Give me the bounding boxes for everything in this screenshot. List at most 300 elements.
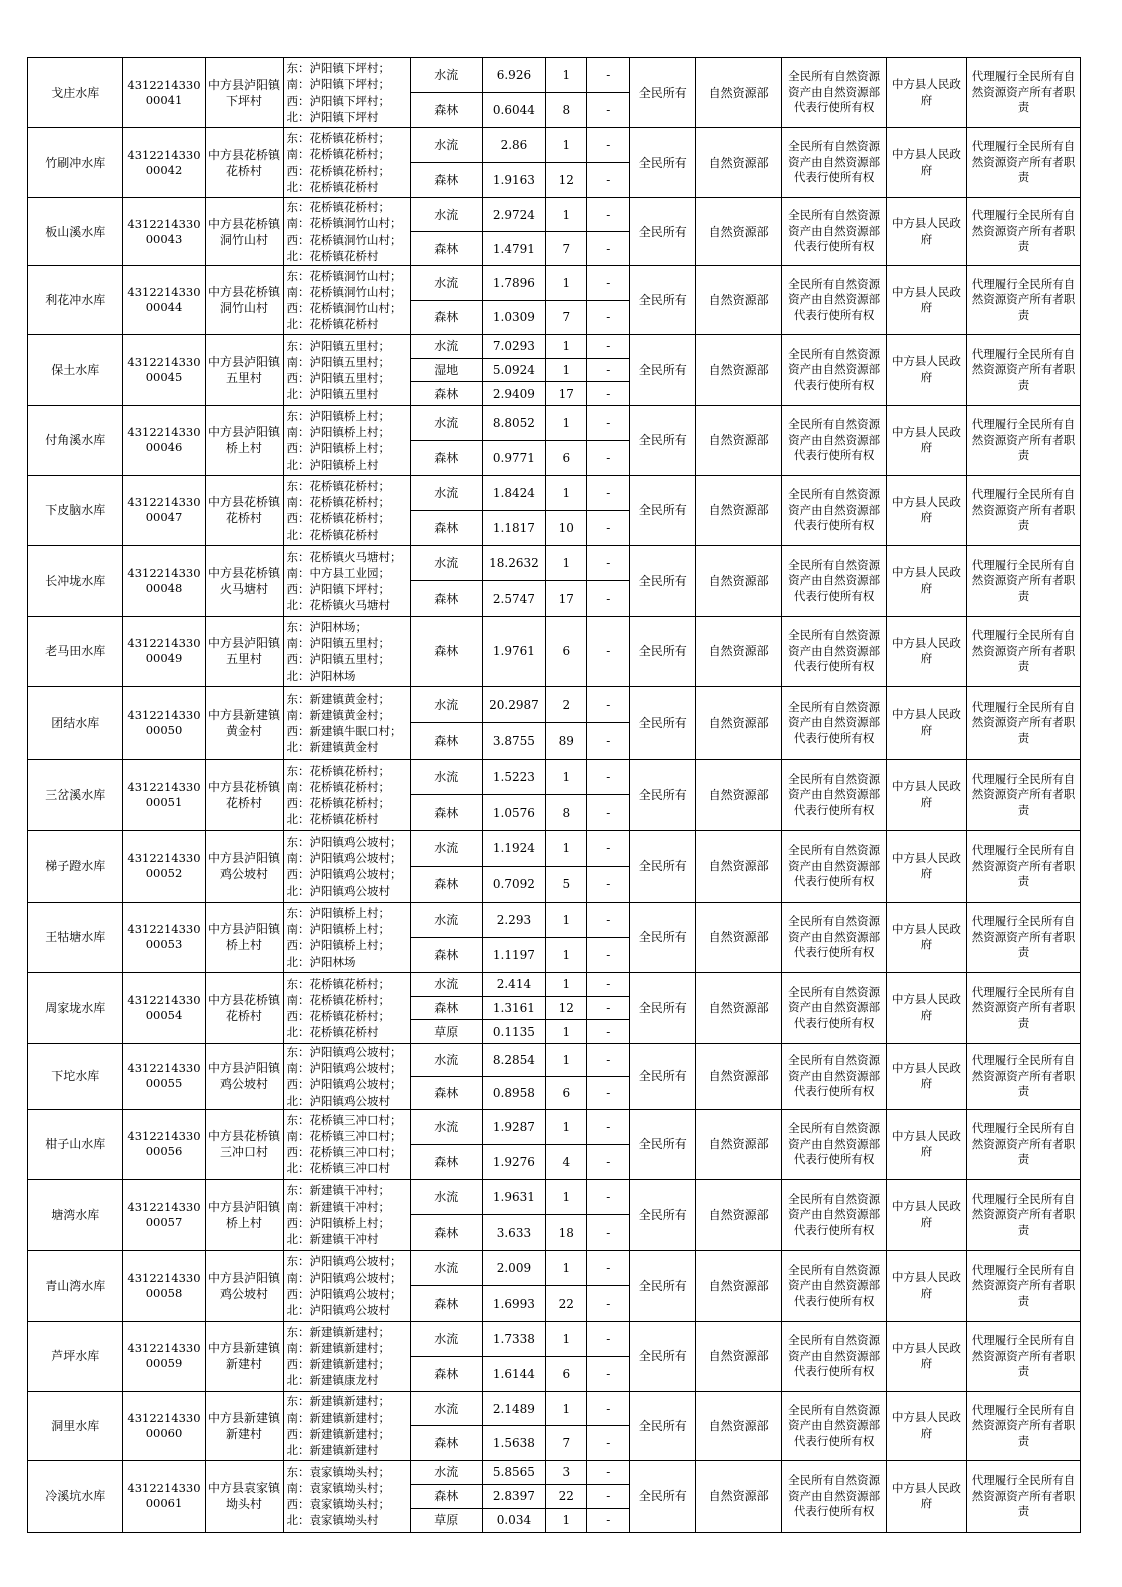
boundary-line: 南：泸阳镇下坪村；: [286, 77, 391, 92]
resource-name-cell: 竹刷冲水库: [28, 128, 123, 198]
area-cell: 1.9287: [482, 1109, 546, 1144]
agent-cell: 中方县人民政府: [886, 902, 966, 972]
area-cell: 1.7896: [482, 266, 546, 301]
resource-type-cell: 森林: [410, 1426, 482, 1461]
area-cell: 1.6993: [482, 1286, 546, 1322]
duty-cell: 代理履行全民所有自然资源资产所有者职责: [966, 545, 1080, 616]
ownership-cell: 全民所有: [630, 1321, 696, 1391]
area-cell: 2.86: [482, 128, 546, 163]
resource-name-cell: 团结水库: [28, 686, 123, 759]
boundary-line: 东：泸阳镇鸡公坡村；: [286, 1044, 402, 1059]
registration-code-cell: 431221433000048: [123, 545, 205, 616]
area-cell: 0.7092: [482, 866, 546, 902]
agent-cell: 中方县人民政府: [886, 1460, 966, 1532]
area-cell: 1.0576: [482, 795, 546, 831]
table-row: [28, 1179, 1081, 1215]
agent-cell: 中方县人民政府: [886, 1250, 966, 1321]
count-cell: 89: [546, 723, 587, 760]
resource-type-cell: 森林: [410, 937, 482, 972]
agent-cell: 中方县人民政府: [886, 1179, 966, 1250]
remark-cell: -: [587, 996, 630, 1020]
location-cell: 中方县花桥镇花桥村: [205, 128, 283, 198]
resource-name-cell: 老马田水库: [28, 616, 123, 686]
boundary-line: 东：花桥镇洞竹山村；: [286, 268, 402, 283]
boundary-cell: [283, 1179, 410, 1250]
registration-code-cell: 431221433000045: [123, 335, 205, 406]
agent-cell: 中方县人民政府: [886, 1109, 966, 1179]
area-cell: 2.009: [482, 1250, 546, 1286]
exercise-rights-cell: 全民所有自然资源资产由自然资源部代表行使所有权: [782, 972, 887, 1043]
boundary-line: 东：泸阳镇鸡公坡村；: [286, 835, 402, 850]
boundary-line: 西：泸阳镇桥上村；: [286, 441, 391, 456]
department-cell: 自然资源部: [696, 1321, 782, 1391]
agent-cell: 中方县人民政府: [886, 198, 966, 266]
boundary-line: 北：花桥镇花桥村: [286, 317, 379, 332]
count-cell: 5: [546, 866, 587, 902]
table-row: [28, 198, 1081, 232]
boundary-line: 北：泸阳镇五里村: [286, 387, 379, 402]
boundary-line: 北：花桥镇三冲口村: [286, 1161, 391, 1176]
exercise-rights-cell: 全民所有自然资源资产由自然资源部代表行使所有权: [782, 830, 887, 902]
resource-type-cell: 水流: [410, 902, 482, 937]
ownership-cell: 全民所有: [630, 830, 696, 902]
area-cell: 0.9771: [482, 440, 546, 475]
agent-cell: 中方县人民政府: [886, 405, 966, 475]
resource-name-cell: 付角溪水库: [28, 405, 123, 475]
count-cell: 1: [546, 937, 587, 972]
area-cell: 3.633: [482, 1215, 546, 1251]
agent-cell: 中方县人民政府: [886, 830, 966, 902]
area-cell: 1.9276: [482, 1144, 546, 1179]
remark-cell: -: [587, 972, 630, 996]
registration-code-cell: 431221433000046: [123, 405, 205, 475]
remark-cell: -: [587, 902, 630, 937]
duty-cell: 代理履行全民所有自然资源资产所有者职责: [966, 1109, 1080, 1179]
area-cell: 1.5638: [482, 1426, 546, 1461]
boundary-line: 西：泸阳镇下坪村；: [286, 581, 391, 596]
boundary-line: 南：花桥镇花桥村；: [286, 779, 391, 794]
count-cell: 1: [546, 972, 587, 996]
count-cell: 1: [546, 1043, 587, 1076]
count-cell: 18: [546, 1215, 587, 1251]
duty-cell: 代理履行全民所有自然资源资产所有者职责: [966, 1043, 1080, 1109]
duty-cell: 代理履行全民所有自然资源资产所有者职责: [966, 405, 1080, 475]
count-cell: 1: [546, 1391, 587, 1426]
exercise-rights-cell: 全民所有自然资源资产由自然资源部代表行使所有权: [782, 335, 887, 406]
area-cell: 1.1817: [482, 510, 546, 545]
count-cell: 1: [546, 198, 587, 232]
exercise-rights-cell: 全民所有自然资源资产由自然资源部代表行使所有权: [782, 128, 887, 198]
boundary-line: 西：花桥镇洞竹山村；: [286, 232, 402, 247]
resource-type-cell: 森林: [410, 93, 482, 128]
registry-table-body: [28, 58, 1081, 1533]
resource-type-cell: 森林: [410, 1356, 482, 1391]
table-row: [28, 1321, 1081, 1356]
exercise-rights-cell: 全民所有自然资源资产由自然资源部代表行使所有权: [782, 545, 887, 616]
count-cell: 17: [546, 581, 587, 617]
remark-cell: -: [587, 1460, 630, 1484]
location-cell: 中方县泸阳镇桥上村: [205, 405, 283, 475]
count-cell: 1: [546, 58, 587, 93]
area-cell: 3.8755: [482, 723, 546, 760]
exercise-rights-cell: 全民所有自然资源资产由自然资源部代表行使所有权: [782, 759, 887, 830]
area-cell: 1.4791: [482, 232, 546, 266]
remark-cell: -: [587, 1250, 630, 1286]
department-cell: 自然资源部: [696, 405, 782, 475]
count-cell: 1: [546, 405, 587, 440]
boundary-line: 西：泸阳镇桥上村；: [286, 1215, 391, 1230]
count-cell: 1: [546, 1020, 587, 1044]
boundary-line: 西：花桥镇花桥村；: [286, 163, 391, 178]
boundary-line: 北：新建镇干冲村: [286, 1231, 379, 1246]
location-cell: 中方县泸阳镇鸡公坡村: [205, 1043, 283, 1109]
count-cell: 12: [546, 996, 587, 1020]
duty-cell: 代理履行全民所有自然资源资产所有者职责: [966, 128, 1080, 198]
boundary-line: 北：袁家镇坳头村: [286, 1513, 379, 1528]
boundary-line: 西：泸阳镇桥上村；: [286, 938, 391, 953]
duty-cell: 代理履行全民所有自然资源资产所有者职责: [966, 972, 1080, 1043]
resource-type-cell: 水流: [410, 405, 482, 440]
remark-cell: -: [587, 58, 630, 93]
boundary-line: 北：泸阳镇鸡公坡村: [286, 1093, 391, 1108]
boundary-line: 北：花桥镇花桥村: [286, 248, 379, 263]
resource-type-cell: 森林: [410, 723, 482, 760]
count-cell: 8: [546, 795, 587, 831]
boundary-cell: [283, 475, 410, 545]
exercise-rights-cell: 全民所有自然资源资产由自然资源部代表行使所有权: [782, 405, 887, 475]
resource-type-cell: 森林: [410, 581, 482, 617]
area-cell: 0.1135: [482, 1020, 546, 1044]
resource-type-cell: 水流: [410, 1321, 482, 1356]
boundary-line: 北：泸阳镇鸡公坡村: [286, 1302, 391, 1317]
resource-type-cell: 森林: [410, 382, 482, 406]
remark-cell: -: [587, 128, 630, 163]
remark-cell: -: [587, 1109, 630, 1144]
count-cell: 12: [546, 163, 587, 198]
count-cell: 2: [546, 686, 587, 723]
boundary-line: 南：新建镇新建村；: [286, 1341, 391, 1356]
resource-name-cell: 柑子山水库: [28, 1109, 123, 1179]
location-cell: 中方县泸阳镇下坪村: [205, 58, 283, 128]
duty-cell: 代理履行全民所有自然资源资产所有者职责: [966, 475, 1080, 545]
remark-cell: -: [587, 830, 630, 866]
ownership-cell: 全民所有: [630, 1043, 696, 1109]
boundary-line: 西：花桥镇花桥村；: [286, 795, 391, 810]
location-cell: 中方县花桥镇火马塘村: [205, 545, 283, 616]
registration-code-cell: 431221433000056: [123, 1109, 205, 1179]
ownership-cell: 全民所有: [630, 1391, 696, 1460]
exercise-rights-cell: 全民所有自然资源资产由自然资源部代表行使所有权: [782, 902, 887, 972]
area-cell: 0.8958: [482, 1076, 546, 1109]
boundary-line: 东：花桥镇火马塘村；: [286, 549, 402, 564]
duty-cell: 代理履行全民所有自然资源资产所有者职责: [966, 335, 1080, 406]
ownership-cell: 全民所有: [630, 128, 696, 198]
boundary-line: 南：新建镇黄金村；: [286, 707, 391, 722]
boundary-line: 南：泸阳镇五里村；: [286, 354, 391, 369]
registration-code-cell: 431221433000053: [123, 902, 205, 972]
agent-cell: 中方县人民政府: [886, 972, 966, 1043]
remark-cell: -: [587, 723, 630, 760]
boundary-cell: [283, 335, 410, 406]
resource-type-cell: 水流: [410, 1179, 482, 1215]
boundary-line: 南：花桥镇花桥村；: [286, 495, 391, 510]
boundary-line: 西：泸阳镇五里村；: [286, 652, 391, 667]
ownership-cell: 全民所有: [630, 759, 696, 830]
registration-code-cell: 431221433000057: [123, 1179, 205, 1250]
duty-cell: 代理履行全民所有自然资源资产所有者职责: [966, 1321, 1080, 1391]
boundary-cell: [283, 1043, 410, 1109]
area-cell: 18.2632: [482, 545, 546, 581]
resource-name-cell: 芦坪水库: [28, 1321, 123, 1391]
boundary-cell: [283, 616, 410, 686]
remark-cell: -: [587, 1321, 630, 1356]
location-cell: 中方县新建镇新建村: [205, 1321, 283, 1391]
exercise-rights-cell: 全民所有自然资源资产由自然资源部代表行使所有权: [782, 1460, 887, 1532]
resource-type-cell: 森林: [410, 232, 482, 266]
resource-type-cell: 森林: [410, 795, 482, 831]
count-cell: 4: [546, 1144, 587, 1179]
area-cell: 1.1924: [482, 830, 546, 866]
resource-type-cell: 草原: [410, 1020, 482, 1044]
count-cell: 1: [546, 475, 587, 510]
boundary-line: 北：花桥镇火马塘村: [286, 598, 391, 613]
exercise-rights-cell: 全民所有自然资源资产由自然资源部代表行使所有权: [782, 198, 887, 266]
exercise-rights-cell: 全民所有自然资源资产由自然资源部代表行使所有权: [782, 1391, 887, 1460]
count-cell: 1: [546, 335, 587, 359]
ownership-cell: 全民所有: [630, 58, 696, 128]
area-cell: 8.8052: [482, 405, 546, 440]
duty-cell: 代理履行全民所有自然资源资产所有者职责: [966, 58, 1080, 128]
count-cell: 6: [546, 1076, 587, 1109]
registration-code-cell: 431221433000061: [123, 1460, 205, 1532]
location-cell: 中方县花桥镇花桥村: [205, 759, 283, 830]
boundary-line: 北：花桥镇花桥村: [286, 179, 379, 194]
area-cell: 1.7338: [482, 1321, 546, 1356]
boundary-cell: [283, 545, 410, 616]
resource-type-cell: 水流: [410, 545, 482, 581]
resource-name-cell: 下皮脑水库: [28, 475, 123, 545]
area-cell: 2.1489: [482, 1391, 546, 1426]
department-cell: 自然资源部: [696, 759, 782, 830]
agent-cell: 中方县人民政府: [886, 1321, 966, 1391]
department-cell: 自然资源部: [696, 902, 782, 972]
count-cell: 1: [546, 1508, 587, 1532]
resource-type-cell: 森林: [410, 996, 482, 1020]
department-cell: 自然资源部: [696, 58, 782, 128]
ownership-cell: 全民所有: [630, 1460, 696, 1532]
boundary-line: 东：泸阳镇桥上村；: [286, 906, 391, 921]
table-row: [28, 1109, 1081, 1144]
count-cell: 7: [546, 232, 587, 266]
department-cell: 自然资源部: [696, 1391, 782, 1460]
boundary-line: 西：花桥镇三冲口村；: [286, 1145, 402, 1160]
boundary-line: 东：泸阳镇桥上村；: [286, 409, 391, 424]
resource-type-cell: 水流: [410, 759, 482, 795]
area-cell: 1.8424: [482, 475, 546, 510]
area-cell: 0.034: [482, 1508, 546, 1532]
ownership-cell: 全民所有: [630, 1179, 696, 1250]
location-cell: 中方县泸阳镇五里村: [205, 616, 283, 686]
boundary-line: 西：花桥镇洞竹山村；: [286, 301, 402, 315]
duty-cell: 代理履行全民所有自然资源资产所有者职责: [966, 1250, 1080, 1321]
resource-type-cell: 水流: [410, 58, 482, 93]
resource-name-cell: 利花冲水库: [28, 266, 123, 335]
boundary-line: 东：袁家镇坳头村；: [286, 1464, 391, 1479]
remark-cell: -: [587, 300, 630, 335]
resource-type-cell: 森林: [410, 300, 482, 335]
count-cell: 6: [546, 616, 587, 686]
registration-code-cell: 431221433000042: [123, 128, 205, 198]
count-cell: 1: [546, 266, 587, 301]
remark-cell: -: [587, 93, 630, 128]
department-cell: 自然资源部: [696, 1460, 782, 1532]
remark-cell: -: [587, 545, 630, 581]
resource-type-cell: 森林: [410, 1076, 482, 1109]
boundary-line: 东：新建镇新建村；: [286, 1324, 391, 1339]
duty-cell: 代理履行全民所有自然资源资产所有者职责: [966, 266, 1080, 335]
resource-type-cell: 水流: [410, 972, 482, 996]
boundary-line: 西：泸阳镇鸡公坡村；: [286, 867, 402, 882]
registration-code-cell: 431221433000054: [123, 972, 205, 1043]
table-row: [28, 1460, 1081, 1484]
count-cell: 1: [546, 1250, 587, 1286]
boundary-line: 南：泸阳镇鸡公坡村；: [286, 1061, 402, 1076]
resource-type-cell: 水流: [410, 198, 482, 232]
ownership-cell: 全民所有: [630, 405, 696, 475]
table-row: [28, 1043, 1081, 1076]
location-cell: 中方县泸阳镇鸡公坡村: [205, 830, 283, 902]
remark-cell: -: [587, 1215, 630, 1251]
resource-type-cell: 水流: [410, 1043, 482, 1076]
location-cell: 中方县新建镇黄金村: [205, 686, 283, 759]
boundary-line: 北：新建镇黄金村: [286, 740, 379, 755]
boundary-line: 东：花桥镇花桥村；: [286, 131, 391, 146]
boundary-line: 西：泸阳镇五里村；: [286, 370, 391, 385]
area-cell: 2.9724: [482, 198, 546, 232]
boundary-line: 西：花桥镇花桥村；: [286, 511, 391, 526]
ownership-cell: 全民所有: [630, 335, 696, 406]
table-row: [28, 58, 1081, 93]
boundary-line: 北：泸阳林场: [286, 954, 356, 969]
registration-code-cell: 431221433000047: [123, 475, 205, 545]
remark-cell: -: [587, 232, 630, 266]
duty-cell: 代理履行全民所有自然资源资产所有者职责: [966, 759, 1080, 830]
remark-cell: -: [587, 382, 630, 406]
table-row: [28, 1250, 1081, 1286]
remark-cell: -: [587, 1484, 630, 1508]
duty-cell: 代理履行全民所有自然资源资产所有者职责: [966, 198, 1080, 266]
registration-code-cell: 431221433000051: [123, 759, 205, 830]
resource-name-cell: 板山溪水库: [28, 198, 123, 266]
ownership-cell: 全民所有: [630, 686, 696, 759]
exercise-rights-cell: 全民所有自然资源资产由自然资源部代表行使所有权: [782, 1250, 887, 1321]
remark-cell: -: [587, 475, 630, 510]
ownership-cell: 全民所有: [630, 902, 696, 972]
remark-cell: -: [587, 198, 630, 232]
boundary-line: 北：泸阳镇桥上村: [286, 457, 379, 472]
area-cell: 1.6144: [482, 1356, 546, 1391]
table-row: [28, 686, 1081, 723]
remark-cell: -: [587, 1076, 630, 1109]
count-cell: 7: [546, 1426, 587, 1461]
boundary-line: 北：泸阳林场: [286, 668, 356, 683]
boundary-line: 西：新建镇牛眠口村；: [286, 723, 402, 738]
exercise-rights-cell: 全民所有自然资源资产由自然资源部代表行使所有权: [782, 1179, 887, 1250]
table-row: [28, 830, 1081, 866]
resource-name-cell: 保土水库: [28, 335, 123, 406]
resource-type-cell: 水流: [410, 128, 482, 163]
department-cell: 自然资源部: [696, 972, 782, 1043]
department-cell: 自然资源部: [696, 1179, 782, 1250]
ownership-cell: 全民所有: [630, 1250, 696, 1321]
boundary-line: 南：袁家镇坳头村；: [286, 1481, 391, 1496]
exercise-rights-cell: 全民所有自然资源资产由自然资源部代表行使所有权: [782, 266, 887, 335]
remark-cell: -: [587, 1508, 630, 1532]
boundary-line: 北：泸阳镇鸡公坡村: [286, 883, 391, 898]
resource-type-cell: 草原: [410, 1508, 482, 1532]
resource-name-cell: 洞里水库: [28, 1391, 123, 1460]
count-cell: 1: [546, 1321, 587, 1356]
resource-type-cell: 水流: [410, 266, 482, 301]
table-row: [28, 1391, 1081, 1426]
duty-cell: 代理履行全民所有自然资源资产所有者职责: [966, 616, 1080, 686]
boundary-line: 东：花桥镇花桥村；: [286, 763, 391, 778]
remark-cell: -: [587, 1286, 630, 1322]
registration-code-cell: 431221433000043: [123, 198, 205, 266]
boundary-line: 西：花桥镇花桥村；: [286, 1008, 391, 1023]
boundary-line: 西：泸阳镇鸡公坡村；: [286, 1077, 402, 1092]
boundary-cell: [283, 1460, 410, 1532]
boundary-cell: [283, 405, 410, 475]
location-cell: 中方县花桥镇三冲口村: [205, 1109, 283, 1179]
table-row: [28, 335, 1081, 359]
registration-code-cell: 431221433000050: [123, 686, 205, 759]
ownership-cell: 全民所有: [630, 972, 696, 1043]
boundary-cell: [283, 198, 410, 266]
resource-name-cell: 下坨水库: [28, 1043, 123, 1109]
location-cell: 中方县泸阳镇五里村: [205, 335, 283, 406]
boundary-line: 西：泸阳镇下坪村；: [286, 93, 391, 108]
boundary-line: 南：花桥镇洞竹山村；: [286, 216, 402, 231]
remark-cell: -: [587, 1179, 630, 1215]
duty-cell: 代理履行全民所有自然资源资产所有者职责: [966, 1391, 1080, 1460]
remark-cell: -: [587, 937, 630, 972]
resource-type-cell: 森林: [410, 510, 482, 545]
remark-cell: -: [587, 866, 630, 902]
remark-cell: -: [587, 616, 630, 686]
registration-code-cell: 431221433000055: [123, 1043, 205, 1109]
department-cell: 自然资源部: [696, 830, 782, 902]
agent-cell: 中方县人民政府: [886, 759, 966, 830]
count-cell: 1: [546, 902, 587, 937]
resource-name-cell: 青山湾水库: [28, 1250, 123, 1321]
location-cell: 中方县新建镇新建村: [205, 1391, 283, 1460]
boundary-line: 西：新建镇新建村；: [286, 1426, 391, 1441]
ownership-cell: 全民所有: [630, 545, 696, 616]
exercise-rights-cell: 全民所有自然资源资产由自然资源部代表行使所有权: [782, 475, 887, 545]
resource-type-cell: 森林: [410, 163, 482, 198]
resource-type-cell: 森林: [410, 440, 482, 475]
boundary-cell: [283, 58, 410, 128]
table-row: [28, 405, 1081, 440]
boundary-line: 东：泸阳镇五里村；: [286, 338, 391, 353]
area-cell: 5.8565: [482, 1460, 546, 1484]
ownership-cell: 全民所有: [630, 1109, 696, 1179]
agent-cell: 中方县人民政府: [886, 545, 966, 616]
area-cell: 0.6044: [482, 93, 546, 128]
boundary-line: 南：新建镇新建村；: [286, 1410, 391, 1425]
department-cell: 自然资源部: [696, 686, 782, 759]
